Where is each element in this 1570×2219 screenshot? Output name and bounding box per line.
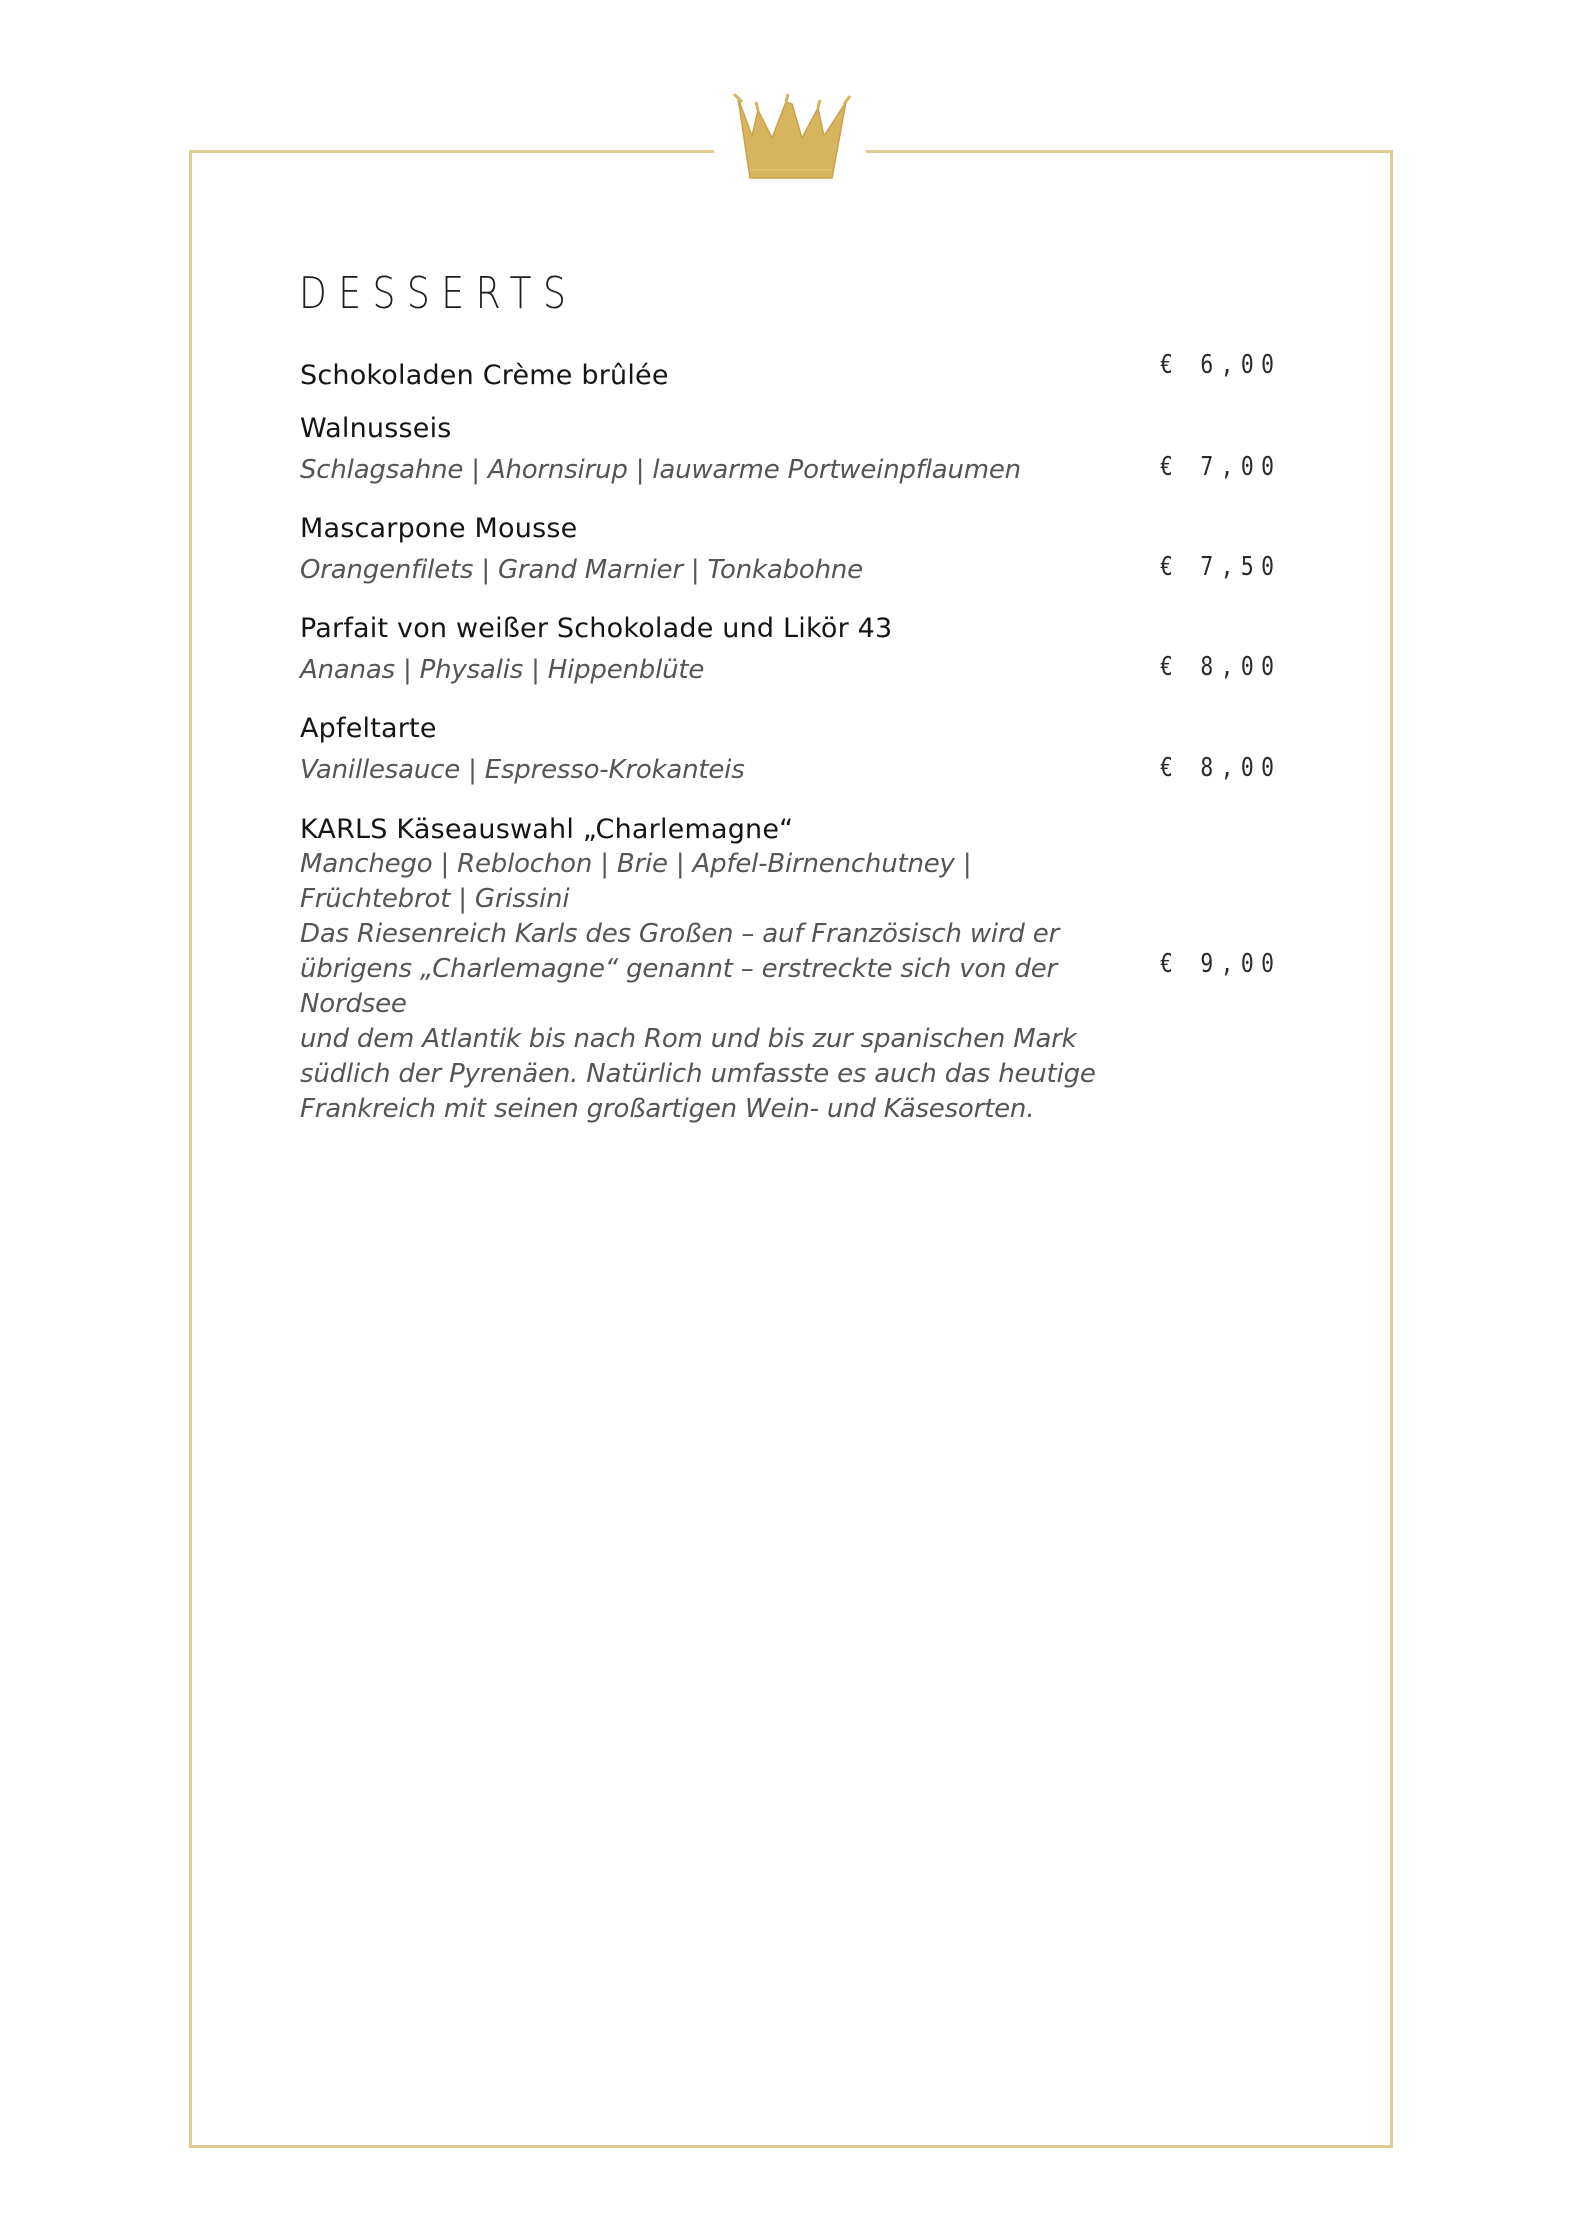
- menu-item: [300, 411, 1100, 488]
- item-name: Walnusseis: [300, 413, 452, 444]
- item-price: € 7,00: [1160, 452, 1282, 482]
- item-name: Parfait von weißer Schokolade und Likör 43: [300, 613, 893, 644]
- item-price: € 8,00: [1160, 753, 1282, 783]
- item-price: € 7,50: [1160, 552, 1282, 582]
- item-description: Früchtebrot | Grissini: [300, 884, 570, 914]
- item-name: Apfeltarte: [300, 713, 437, 744]
- item-description: und dem Atlantik bis nach Rom und bis zur spanischen Mark: [300, 1024, 1077, 1054]
- item-description: Manchego | Reblochon | Brie | Apfel-Birnenchutney |: [300, 849, 972, 879]
- menu-item: [300, 711, 1100, 788]
- crown-icon: [728, 92, 852, 182]
- item-description: Frankreich mit seinen großartigen Wein- und Käsesorten.: [300, 1094, 1035, 1124]
- item-name: KARLS Käseauswahl „Charlemagne“: [300, 814, 794, 845]
- item-description: südlich der Pyrenäen. Natürlich umfasste es auch das heutige: [300, 1059, 1096, 1089]
- menu-item: [300, 511, 1100, 588]
- item-price: € 6,00: [1160, 350, 1282, 380]
- menu-item: [300, 812, 1100, 1127]
- item-description: Schlagsahne | Ahornsirup | lauwarme Portweinpflaumen: [300, 455, 1021, 485]
- item-price: € 9,00: [1160, 949, 1282, 979]
- item-description: übrigens „Charlemagne“ genannt – erstreckte sich von der Nordsee: [300, 954, 1058, 1019]
- item-description: Das Riesenreich Karls des Großen – auf Französisch wird er: [300, 919, 1060, 949]
- item-description: Vanillesauce | Espresso-Krokanteis: [300, 755, 745, 785]
- page-title: DESSERTS: [299, 268, 578, 319]
- item-description: Orangenfilets | Grand Marnier | Tonkabohne: [300, 555, 863, 585]
- menu-item: [300, 358, 1100, 393]
- item-name: Mascarpone Mousse: [300, 513, 578, 544]
- menu-item: [300, 611, 1100, 688]
- item-price: € 8,00: [1160, 652, 1282, 682]
- item-name: Schokoladen Crème brûlée: [300, 360, 669, 391]
- item-description: Ananas | Physalis | Hippenblüte: [300, 655, 705, 685]
